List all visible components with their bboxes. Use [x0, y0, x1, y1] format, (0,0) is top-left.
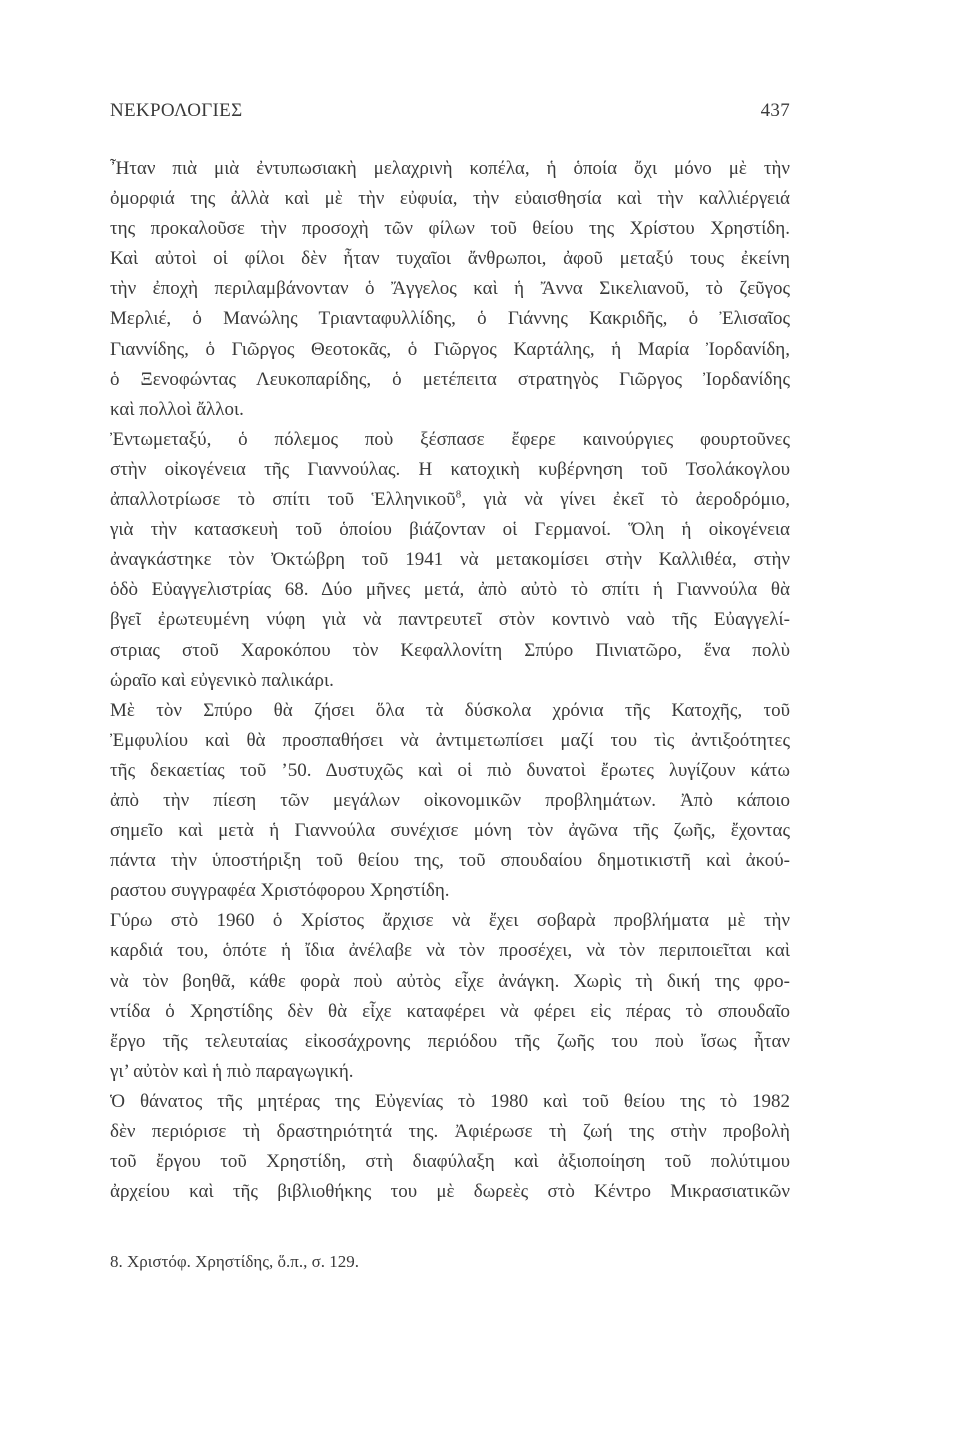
- text-line-with-footnote: [110, 485, 790, 515]
- text-line: Γύρω στὸ 1960 ὁ Χρίστος ἄρχισε νὰ ἔχει σοβαρὰ προβλήματα μὲ τὴν: [110, 910, 790, 932]
- text-fragment: ἀπαλλοτρίωσε τὸ σπίτι τοῦ Ἑλληνικοῦ: [110, 489, 456, 511]
- paragraph-2: [110, 425, 790, 696]
- text-fragment: , γιὰ νὰ γίνει ἐκεῖ τὸ ἀεροδρόμιο,: [461, 489, 790, 511]
- paragraph-4: [110, 906, 790, 1087]
- text-line: Ἦταν πιὰ μιὰ ἐντυπωσιακὴ μελαχρινὴ κοπέλα, ἡ ὁποία ὄχι μόνο μὲ τὴν: [110, 158, 790, 179]
- text-line: Ἐντωμεταξύ, ὁ πόλεμος ποὺ ξέσπασε ἔφερε καινούργιες φουρτοῦνες: [110, 428, 790, 450]
- page-number: 437: [760, 100, 790, 121]
- paragraph-5: [110, 1087, 790, 1207]
- text-line: ραστου συγγραφέα Χριστόφορου Χρηστίδη.: [110, 880, 450, 902]
- text-line: ντίδα ὁ Χρηστίδης δὲν θὰ εἶχε καταφέρει νὰ φέρει εἰς πέρας τὸ σπουδαῖο: [110, 1000, 790, 1022]
- text-line: ὁ Ξενοφώντας Λευκοπαρίδης, ὁ μετέπειτα στρατηγὸς Γιῶργος Ἰορδανίδης: [110, 368, 790, 390]
- text-line: Ἐμφυλίου καὶ θὰ προσπαθήσει νὰ ἀντιμετωπίσει μαζί του τὶς ἀντιξοότητες: [110, 729, 790, 751]
- text-line: τὴν ἐποχὴ περιλαμβάνονταν ὁ Ἄγγελος καὶ ἡ Ἄννα Σικελιανοῦ, τὸ ζεῦγος: [110, 278, 790, 300]
- text-line: βγεῖ ἐρωτευμένη νύφη γιὰ νὰ παντρευτεῖ στὸν κοντινὸ ναὸ τῆς Εὐαγγελί-: [110, 609, 790, 631]
- text-line: νὰ τὸν βοηθᾶ, κάθε φορὰ ποὺ αὐτὸς εἶχε ἀνάγκη. Χωρὶς τὴ δική της φρο-: [110, 970, 790, 992]
- text-line: τοῦ ἔργου τοῦ Χρηστίδη, στὴ διαφύλαξη καὶ ἀξιοποίηση τοῦ πολύτιμου: [110, 1151, 790, 1173]
- footnote-marker: 8: [455, 488, 462, 501]
- footnote-text: 8. Χριστόφ. Χρηστίδης, ὅ.π., σ. 129.: [110, 1252, 359, 1271]
- paragraph-3: [110, 696, 790, 907]
- text-line: Μερλιέ, ὁ Μανώλης Τριανταφυλλίδης, ὁ Γιάννης Κακριδῆς, ὁ Ἐλισαῖος: [110, 308, 790, 330]
- text-line: στριας στοῦ Χαροκόπου τὸν Κεφαλλονίτη Σπύρο Πινιατῶρο, ἕνα πολὺ: [110, 639, 790, 661]
- text-line: ὀμορφιά της ἀλλὰ καὶ μὲ τὴν εὐφυία, τὴν εὐαισθησία καὶ τὴν καλλιέργειά: [110, 188, 790, 210]
- text-line: γι’ αὐτὸν καὶ ἡ πιὸ παραγωγική.: [110, 1060, 354, 1082]
- text-line: καρδιά του, ὁπότε ἡ ἴδια ἀνέλαβε νὰ τὸν προσέχει, νὰ τὸν περιποιεῖται καὶ: [110, 940, 790, 962]
- running-header: [110, 100, 790, 134]
- text-line: της προκαλοῦσε τὴν προσοχὴ τῶν φίλων τοῦ θείου της Χρίστου Χρηστίδη.: [110, 218, 790, 240]
- footnote: [110, 1250, 790, 1274]
- text-line: δὲν περιόρισε τὴ δραστηριότητά της. Ἀφιέρωσε τὴ ζωή της στὴν προβολὴ: [110, 1121, 790, 1142]
- text-line: στὴν οἰκογένεια τῆς Γιαννούλας. Η κατοχικὴ κυβέρνηση τοῦ Τσολάκογλου: [110, 458, 790, 480]
- text-line: ὁδὸ Εὐαγγελιστρίας 68. Δύο μῆνες μετά, ἀπὸ αὐτὸ τὸ σπίτι ἡ Γιαννούλα θὰ: [110, 579, 790, 601]
- paragraph-1: [110, 154, 790, 425]
- text-line: ἀπὸ τὴν πίεση τῶν μεγάλων οἰκονομικῶν προβλημάτων. Ἀπὸ κάποιο: [110, 789, 790, 811]
- text-line: ἀναγκάστηκε τὸν Ὀκτώβρη τοῦ 1941 νὰ μετακομίσει στὴν Καλλιθέα, στὴν: [110, 549, 790, 571]
- text-line: Ὁ θάνατος τῆς μητέρας της Εὐγενίας τὸ 1980 καὶ τοῦ θείου της τὸ 1982: [110, 1090, 790, 1112]
- text-line: γιὰ τὴν κατασκευὴ τοῦ ὁποίου βιάζονταν οἱ Γερμανοί. Ὅλη ἡ οἰκογένεια: [110, 519, 790, 541]
- text-line: ὡραῖο καὶ εὐγενικὸ παλικάρι.: [110, 669, 334, 691]
- scan-speck: [126, 1414, 132, 1417]
- text-line: Γιαννίδης, ὁ Γιῶργος Θεοτοκᾶς, ὁ Γιῶργος Καρτάλης, ἡ Μαρία Ἰορδανίδη,: [110, 338, 790, 360]
- text-line: ἔργο τῆς τελευταίας εἰκοσάχρονης περιόδου τῆς ζωῆς του ποὺ ἴσως ἦταν: [110, 1030, 790, 1052]
- text-line: σημεῖο καὶ μετὰ ἡ Γιαννούλα συνέχισε μόνη τὸν ἀγῶνα τῆς ζωῆς, ἔχοντας: [110, 820, 790, 842]
- text-line: Καὶ αὐτοὶ οἱ φίλοι δὲν ἦταν τυχαῖοι ἄνθρωποι, ἀφοῦ μεταξύ τους ἐκείνη: [110, 248, 790, 270]
- text-line: τῆς δεκαετίας τοῦ ’50. Δυστυχῶς καὶ οἱ πιὸ δυνατοὶ ἔρωτες λυγίζουν κάτω: [110, 759, 790, 781]
- text-line: Μὲ τὸν Σπύρο θὰ ζήσει ὅλα τὰ δύσκολα χρόνια τῆς Κατοχῆς, τοῦ: [110, 699, 790, 721]
- text-line: ἀρχείου καὶ τῆς βιβλιοθήκης του μὲ δωρεὲς στὸ Κέντρο Μικρασιατικῶν: [110, 1181, 790, 1203]
- text-line: πάντα τὴν ὑποστήριξη τοῦ θείου της, τοῦ σπουδαίου δημοτικιστῆ καὶ ἀκού-: [110, 850, 790, 872]
- running-title: ΝΕΚΡΟΛΟΓΙΕΣ: [110, 100, 243, 121]
- text-line: καὶ πολλοὶ ἄλλοι.: [110, 398, 244, 420]
- body-text: [110, 154, 790, 1207]
